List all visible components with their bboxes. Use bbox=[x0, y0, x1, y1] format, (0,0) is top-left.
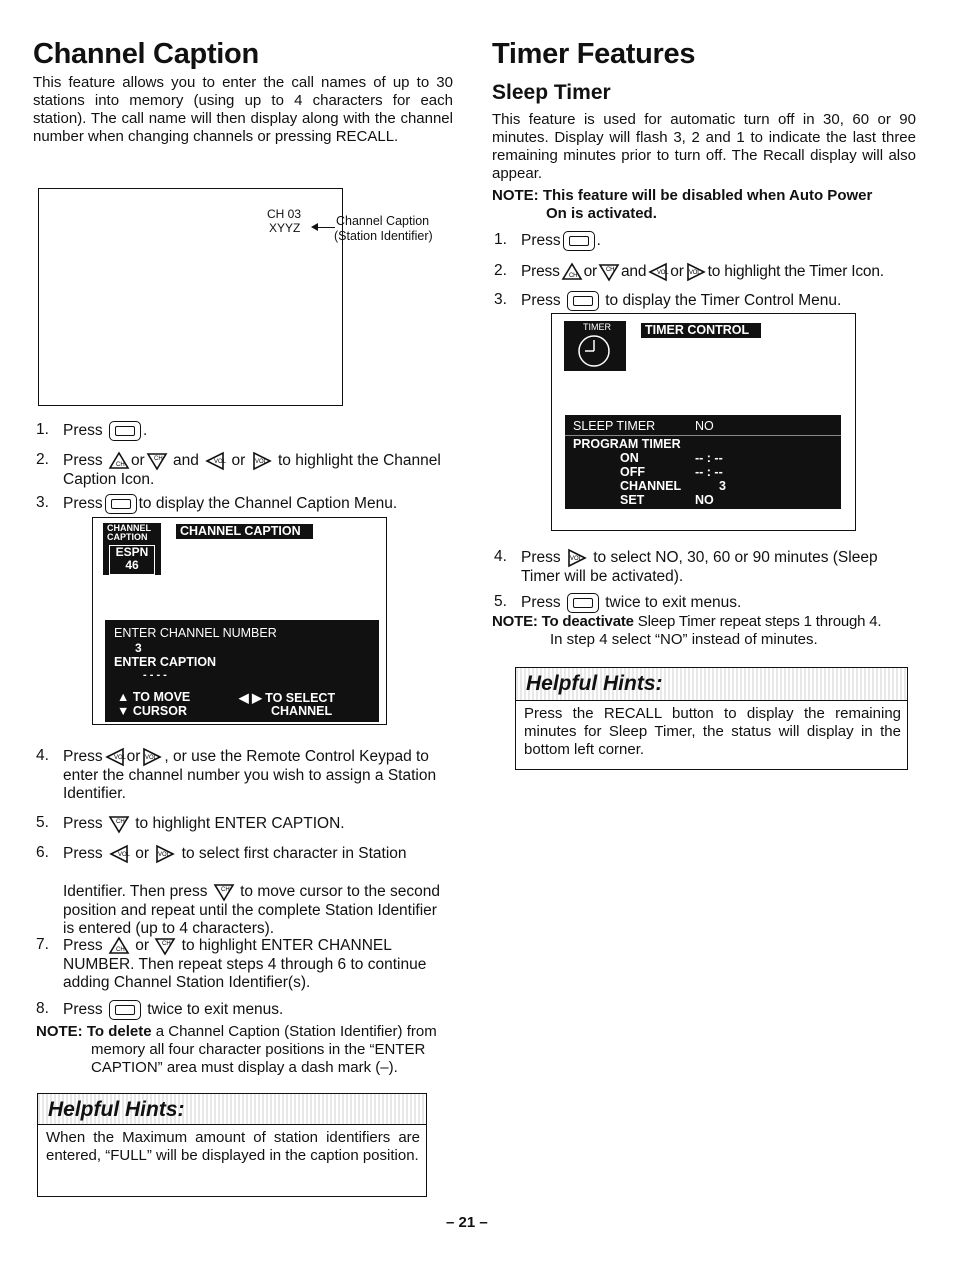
note-text: CAPTION” area must display a dash mark (–). bbox=[91, 1059, 398, 1076]
step-text: twice to exit menus. bbox=[605, 594, 742, 612]
channel-caption-title: Channel Caption bbox=[33, 38, 259, 70]
step-number: 4. bbox=[36, 747, 49, 764]
step-text: Identifier. Then press bbox=[63, 883, 208, 901]
menu-footer-channel: CHANNEL bbox=[271, 704, 333, 718]
channel-caption-menu-panel bbox=[105, 620, 379, 722]
on-value: -- : -- bbox=[695, 451, 723, 465]
volume-left-icon bbox=[647, 262, 669, 282]
step-text: Timer will be activated). bbox=[521, 568, 684, 585]
timer-icon: TIMER bbox=[564, 321, 626, 371]
deactivate-note bbox=[492, 613, 922, 649]
step-number: 3. bbox=[494, 291, 507, 308]
volume-right-icon bbox=[685, 262, 707, 282]
enter-caption-label: ENTER CAPTION bbox=[114, 655, 217, 669]
step-text: or bbox=[670, 263, 684, 281]
step-number: 5. bbox=[36, 814, 49, 831]
set-value: NO bbox=[695, 493, 714, 507]
step-text: Press bbox=[521, 549, 561, 567]
step-text: Press bbox=[521, 594, 561, 612]
step-text: position and repeat until the complete Station Identifier bbox=[63, 902, 437, 919]
channel-caption-icon: CHANNEL CAPTION ESPN 46 bbox=[103, 523, 161, 575]
menu-footer-select: ◀ ▶ TO SELECT bbox=[239, 691, 336, 705]
right-helpful-hints-box bbox=[515, 667, 908, 770]
menu-footer-move: ▲ TO MOVE bbox=[117, 690, 191, 704]
right-step-4 bbox=[494, 548, 918, 588]
note-label: NOTE: To deactivate bbox=[492, 613, 634, 630]
callout-arrowhead bbox=[311, 223, 318, 231]
step-text: Press bbox=[521, 292, 561, 310]
step-text: to select NO, 30, 60 or 90 minutes (Sleep bbox=[593, 549, 878, 567]
volume-right-icon bbox=[141, 747, 163, 767]
enter-caption-value: - - - - bbox=[143, 669, 167, 681]
step-text: or bbox=[583, 263, 598, 281]
note-text: In step 4 select “NO” instead of minutes. bbox=[550, 631, 818, 648]
step-number: 1. bbox=[36, 421, 49, 438]
step-text: to highlight the Channel bbox=[277, 452, 441, 470]
menu-footer-cursor: ▼ CURSOR bbox=[117, 704, 188, 718]
volume-right-icon bbox=[251, 451, 273, 471]
note-text: On is activated. bbox=[546, 205, 657, 222]
channel-down-icon bbox=[213, 882, 235, 902]
channel-caption-menu bbox=[92, 517, 387, 725]
delete-caption-note bbox=[36, 1023, 461, 1077]
step-text: Press bbox=[63, 422, 103, 440]
step-text: Press bbox=[63, 495, 103, 513]
step-text: Caption Icon. bbox=[63, 471, 155, 488]
note-text: a Channel Caption (Station Identifier) from bbox=[151, 1023, 437, 1040]
step-text: to display the Channel Caption Menu. bbox=[138, 495, 398, 513]
action-button-icon bbox=[109, 1000, 141, 1020]
step-text: or bbox=[126, 748, 141, 766]
channel-caption-intro: This feature allows you to enter the call names of up to 30 stations into memory (using up to 4 characters for each station). The call name will then display along with the channel number when changing channels or pressing RECALL. bbox=[33, 74, 453, 145]
off-value: -- : -- bbox=[695, 465, 723, 479]
callout-line1: Channel Caption bbox=[336, 214, 430, 228]
sleep-timer-intro: This feature is used for automatic turn off in 30, 60 or 90 minutes. Display will flash 3, 2 and 1 to indicate the last three remaining minutes prior to turn off. The Recall display will also appear. bbox=[492, 111, 916, 182]
channel-value: 3 bbox=[719, 479, 726, 493]
timer-control-menu bbox=[551, 313, 856, 531]
step-number: 4. bbox=[494, 548, 507, 565]
step-text: Press bbox=[63, 937, 103, 955]
step-text: or bbox=[231, 452, 246, 470]
left-helpful-hints-box bbox=[37, 1093, 427, 1197]
step-text: and bbox=[173, 452, 199, 470]
step-text: Press bbox=[63, 452, 103, 470]
screen-channel-number: CH 03 bbox=[267, 207, 302, 221]
action-button-icon bbox=[563, 231, 595, 251]
helpful-hints-text: When the Maximum amount of station identifiers are entered, “FULL” will be displayed in the caption position. bbox=[46, 1129, 420, 1164]
step-text: enter the channel number you wish to assign a Station bbox=[63, 767, 437, 784]
sleep-timer-subtitle: Sleep Timer bbox=[492, 81, 611, 104]
step-number: 6. bbox=[36, 844, 49, 861]
step-number: 1. bbox=[494, 231, 507, 248]
step-text: . bbox=[596, 232, 601, 250]
left-step-7 bbox=[36, 936, 456, 992]
helpful-hints-title: Helpful Hints: bbox=[526, 672, 663, 695]
auto-power-note bbox=[492, 187, 922, 223]
action-button-icon bbox=[109, 421, 141, 441]
channel-caption-menu-header: CHANNEL CAPTION bbox=[176, 524, 313, 539]
on-label: ON bbox=[620, 451, 639, 465]
enter-channel-number-value: 3 bbox=[135, 641, 142, 655]
timer-control-menu-header: TIMER CONTROL bbox=[641, 323, 761, 338]
channel-label: CHANNEL bbox=[620, 479, 682, 493]
step-text: Press bbox=[63, 845, 103, 863]
step-text: to highlight ENTER CAPTION. bbox=[135, 815, 345, 833]
step-text: to move cursor to the second bbox=[240, 883, 440, 901]
program-timer-label: PROGRAM TIMER bbox=[573, 437, 681, 451]
step-text: to highlight ENTER CHANNEL bbox=[181, 937, 392, 955]
step-number: 5. bbox=[494, 593, 507, 610]
step-text: Press bbox=[63, 1001, 103, 1019]
channel-down-icon bbox=[154, 936, 176, 956]
action-button-icon bbox=[567, 593, 599, 613]
sleep-timer-label: SLEEP TIMER bbox=[573, 419, 656, 433]
step-text: Press bbox=[521, 263, 560, 281]
step-text: Press bbox=[63, 748, 103, 766]
tv-screen-illustration bbox=[38, 188, 343, 406]
channel-down-icon bbox=[146, 451, 168, 471]
action-button-icon bbox=[567, 291, 599, 311]
screen-station-id: XYYZ bbox=[269, 221, 301, 235]
channel-up-icon bbox=[108, 936, 130, 956]
channel-down-icon bbox=[108, 814, 130, 834]
step-number: 7. bbox=[36, 936, 49, 953]
timer-control-menu-panel bbox=[565, 415, 841, 509]
step-number: 8. bbox=[36, 1000, 49, 1017]
channel-up-icon bbox=[561, 262, 583, 282]
step-text: or bbox=[130, 452, 145, 470]
action-button-icon bbox=[105, 494, 137, 514]
step-text: and bbox=[621, 263, 647, 281]
volume-left-icon bbox=[108, 844, 130, 864]
step-number: 3. bbox=[36, 494, 49, 511]
step-text: is entered (up to 4 characters). bbox=[63, 920, 275, 937]
step-text: to highlight the Timer Icon. bbox=[707, 263, 884, 281]
step-text: Press bbox=[63, 815, 103, 833]
step-text: to select first character in Station bbox=[181, 845, 407, 863]
page-number: – 21 – bbox=[446, 1214, 488, 1231]
step-text: , or use the Remote Control Keypad to bbox=[164, 748, 429, 766]
helpful-hints-text: Press the RECALL button to display the remaining minutes for Sleep Timer, the status will display in the bottom left corner. bbox=[524, 705, 901, 758]
sleep-timer-value: NO bbox=[695, 419, 714, 433]
callout-line2: (Station Identifier) bbox=[334, 229, 433, 243]
clock-icon bbox=[576, 333, 612, 369]
step-number: 2. bbox=[494, 262, 507, 279]
step-text: or bbox=[135, 845, 150, 863]
set-label: SET bbox=[620, 493, 645, 507]
channel-up-icon bbox=[108, 451, 130, 471]
note-text: Sleep Timer repeat steps 1 through 4. bbox=[633, 613, 882, 630]
left-step-2 bbox=[36, 451, 456, 491]
enter-channel-number-label: ENTER CHANNEL NUMBER bbox=[114, 626, 277, 640]
note-text: NOTE: This feature will be disabled when Auto Power bbox=[492, 187, 873, 204]
step-text: or bbox=[135, 937, 150, 955]
volume-left-icon bbox=[104, 747, 126, 767]
step-text: Press bbox=[521, 232, 561, 250]
step-number: 2. bbox=[36, 451, 49, 468]
left-step-4 bbox=[36, 747, 456, 807]
volume-right-icon bbox=[154, 844, 176, 864]
left-step-6 bbox=[36, 844, 456, 937]
off-label: OFF bbox=[620, 465, 645, 479]
helpful-hints-title: Helpful Hints: bbox=[48, 1098, 185, 1121]
note-text: memory all four character positions in the “ENTER bbox=[91, 1041, 426, 1058]
step-text: twice to exit menus. bbox=[147, 1001, 284, 1019]
volume-right-icon bbox=[566, 548, 588, 568]
step-text: adding Channel Station Identifier(s). bbox=[63, 974, 311, 991]
step-text: . bbox=[142, 422, 148, 440]
volume-left-icon bbox=[204, 451, 226, 471]
note-label: NOTE: To delete bbox=[36, 1023, 152, 1040]
channel-down-icon bbox=[598, 262, 620, 282]
timer-features-title: Timer Features bbox=[492, 38, 696, 70]
step-text: to display the Timer Control Menu. bbox=[605, 292, 842, 310]
step-text: NUMBER. Then repeat steps 4 through 6 to continue bbox=[63, 956, 427, 973]
step-text: Identifier. bbox=[63, 785, 126, 802]
